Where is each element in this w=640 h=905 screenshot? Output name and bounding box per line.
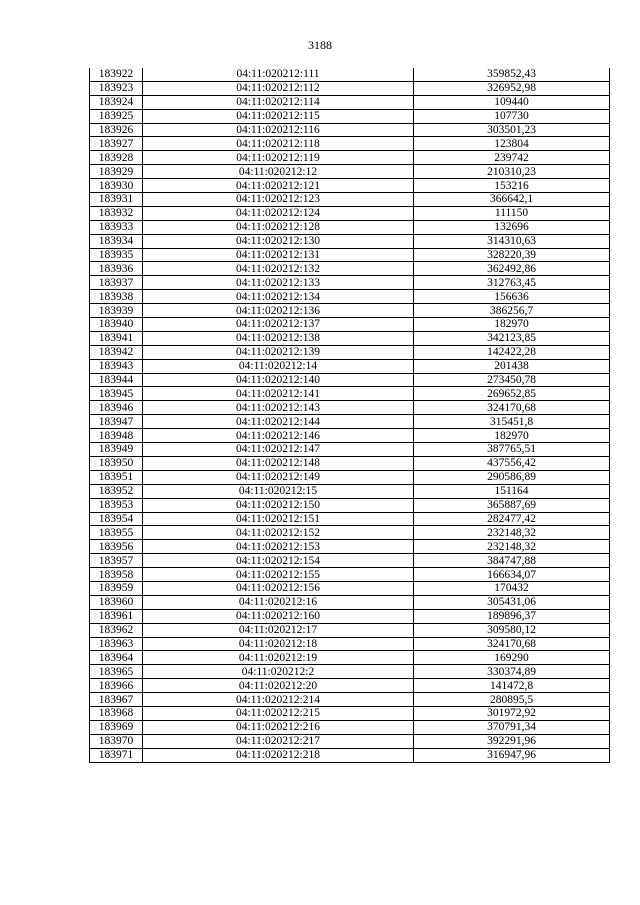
cadastral-value-cell: 384747,88 xyxy=(414,554,610,568)
cadastral-value-table xyxy=(89,68,610,763)
row-number-cell: 183948 xyxy=(90,429,143,443)
table-row xyxy=(90,401,610,415)
row-number-cell: 183939 xyxy=(90,304,143,318)
cadastral-number-cell: 04:11:020212:131 xyxy=(143,248,414,262)
cadastral-value-cell: 123804 xyxy=(414,137,610,151)
cadastral-value-cell: 142422,28 xyxy=(414,345,610,359)
table-row xyxy=(90,318,610,332)
table-row xyxy=(90,470,610,484)
cadastral-number-cell: 04:11:020212:154 xyxy=(143,554,414,568)
cadastral-value-cell: 170432 xyxy=(414,581,610,595)
page-number: 3188 xyxy=(308,38,332,52)
table-row xyxy=(90,637,610,651)
table-row xyxy=(90,123,610,137)
table-row xyxy=(90,554,610,568)
table-row xyxy=(90,68,610,81)
cadastral-number-cell: 04:11:020212:128 xyxy=(143,220,414,234)
row-number-cell: 183928 xyxy=(90,151,143,165)
table-row xyxy=(90,456,610,470)
table-row xyxy=(90,206,610,220)
row-number-cell: 183970 xyxy=(90,734,143,748)
cadastral-value-cell: 315451,8 xyxy=(414,415,610,429)
cadastral-number-cell: 04:11:020212:19 xyxy=(143,651,414,665)
table-row xyxy=(90,748,610,762)
cadastral-value-cell: 305431,06 xyxy=(414,595,610,609)
cadastral-number-cell: 04:11:020212:147 xyxy=(143,443,414,457)
row-number-cell: 183953 xyxy=(90,498,143,512)
cadastral-number-cell: 04:11:020212:140 xyxy=(143,373,414,387)
cadastral-value-cell: 189896,37 xyxy=(414,609,610,623)
row-number-cell: 183950 xyxy=(90,456,143,470)
table-row xyxy=(90,623,610,637)
table-row xyxy=(90,415,610,429)
table-row xyxy=(90,179,610,193)
table-row xyxy=(90,193,610,207)
row-number-cell: 183924 xyxy=(90,95,143,109)
table-row xyxy=(90,665,610,679)
row-number-cell: 183962 xyxy=(90,623,143,637)
row-number-cell: 183927 xyxy=(90,137,143,151)
cadastral-value-cell: 232148,32 xyxy=(414,540,610,554)
row-number-cell: 183929 xyxy=(90,165,143,179)
cadastral-number-cell: 04:11:020212:143 xyxy=(143,401,414,415)
cadastral-value-cell: 314310,63 xyxy=(414,234,610,248)
table-row xyxy=(90,429,610,443)
row-number-cell: 183932 xyxy=(90,206,143,220)
cadastral-number-cell: 04:11:020212:144 xyxy=(143,415,414,429)
cadastral-value-cell: 309580,12 xyxy=(414,623,610,637)
row-number-cell: 183944 xyxy=(90,373,143,387)
table-row xyxy=(90,220,610,234)
table-row xyxy=(90,609,610,623)
row-number-cell: 183959 xyxy=(90,581,143,595)
cadastral-value-cell: 330374,89 xyxy=(414,665,610,679)
cadastral-number-cell: 04:11:020212:18 xyxy=(143,637,414,651)
row-number-cell: 183967 xyxy=(90,693,143,707)
row-number-cell: 183949 xyxy=(90,443,143,457)
table-row xyxy=(90,81,610,95)
table-row xyxy=(90,234,610,248)
cadastral-value-cell: 303501,23 xyxy=(414,123,610,137)
cadastral-value-cell: 156636 xyxy=(414,290,610,304)
cadastral-value-cell: 324170,68 xyxy=(414,401,610,415)
cadastral-value-cell: 201438 xyxy=(414,359,610,373)
cadastral-number-cell: 04:11:020212:139 xyxy=(143,345,414,359)
cadastral-number-cell: 04:11:020212:218 xyxy=(143,748,414,762)
table-row xyxy=(90,345,610,359)
cadastral-number-cell: 04:11:020212:215 xyxy=(143,706,414,720)
cadastral-number-cell: 04:11:020212:16 xyxy=(143,595,414,609)
cadastral-number-cell: 04:11:020212:150 xyxy=(143,498,414,512)
table-row xyxy=(90,706,610,720)
row-number-cell: 183969 xyxy=(90,720,143,734)
table-body xyxy=(90,68,610,762)
cadastral-number-cell: 04:11:020212:217 xyxy=(143,734,414,748)
cadastral-number-cell: 04:11:020212:133 xyxy=(143,276,414,290)
cadastral-value-cell: 392291,96 xyxy=(414,734,610,748)
cadastral-value-cell: 182970 xyxy=(414,429,610,443)
table-row xyxy=(90,484,610,498)
row-number-cell: 183936 xyxy=(90,262,143,276)
row-number-cell: 183966 xyxy=(90,679,143,693)
row-number-cell: 183934 xyxy=(90,234,143,248)
row-number-cell: 183933 xyxy=(90,220,143,234)
cadastral-value-cell: 153216 xyxy=(414,179,610,193)
cadastral-value-cell: 239742 xyxy=(414,151,610,165)
table-row xyxy=(90,373,610,387)
cadastral-number-cell: 04:11:020212:116 xyxy=(143,123,414,137)
cadastral-number-cell: 04:11:020212:115 xyxy=(143,109,414,123)
cadastral-number-cell: 04:11:020212:17 xyxy=(143,623,414,637)
row-number-cell: 183957 xyxy=(90,554,143,568)
row-number-cell: 183941 xyxy=(90,331,143,345)
cadastral-number-cell: 04:11:020212:151 xyxy=(143,512,414,526)
cadastral-number-cell: 04:11:020212:149 xyxy=(143,470,414,484)
row-number-cell: 183931 xyxy=(90,193,143,207)
cadastral-number-cell: 04:11:020212:119 xyxy=(143,151,414,165)
cadastral-value-cell: 437556,42 xyxy=(414,456,610,470)
cadastral-number-cell: 04:11:020212:148 xyxy=(143,456,414,470)
cadastral-number-cell: 04:11:020212:136 xyxy=(143,304,414,318)
table-row xyxy=(90,248,610,262)
cadastral-value-cell: 362492,86 xyxy=(414,262,610,276)
table-row xyxy=(90,651,610,665)
cadastral-number-cell: 04:11:020212:156 xyxy=(143,581,414,595)
cadastral-value-cell: 269652,85 xyxy=(414,387,610,401)
cadastral-number-cell: 04:11:020212:155 xyxy=(143,568,414,582)
row-number-cell: 183940 xyxy=(90,318,143,332)
cadastral-number-cell: 04:11:020212:114 xyxy=(143,95,414,109)
cadastral-number-cell: 04:11:020212:20 xyxy=(143,679,414,693)
cadastral-number-cell: 04:11:020212:121 xyxy=(143,179,414,193)
table-row xyxy=(90,109,610,123)
cadastral-value-cell: 169290 xyxy=(414,651,610,665)
cadastral-number-cell: 04:11:020212:15 xyxy=(143,484,414,498)
table-row xyxy=(90,526,610,540)
cadastral-number-cell: 04:11:020212:152 xyxy=(143,526,414,540)
cadastral-number-cell: 04:11:020212:123 xyxy=(143,193,414,207)
cadastral-number-cell: 04:11:020212:141 xyxy=(143,387,414,401)
row-number-cell: 183938 xyxy=(90,290,143,304)
table-row xyxy=(90,304,610,318)
cadastral-number-cell: 04:11:020212:153 xyxy=(143,540,414,554)
cadastral-value-cell: 280895,5 xyxy=(414,693,610,707)
table-row xyxy=(90,581,610,595)
row-number-cell: 183943 xyxy=(90,359,143,373)
cadastral-value-cell: 132696 xyxy=(414,220,610,234)
cadastral-number-cell: 04:11:020212:132 xyxy=(143,262,414,276)
row-number-cell: 183926 xyxy=(90,123,143,137)
row-number-cell: 183937 xyxy=(90,276,143,290)
cadastral-value-cell: 366642,1 xyxy=(414,193,610,207)
table-row xyxy=(90,137,610,151)
cadastral-value-cell: 182970 xyxy=(414,318,610,332)
cadastral-number-cell: 04:11:020212:160 xyxy=(143,609,414,623)
cadastral-value-cell: 141472,8 xyxy=(414,679,610,693)
cadastral-number-cell: 04:11:020212:146 xyxy=(143,429,414,443)
row-number-cell: 183952 xyxy=(90,484,143,498)
cadastral-number-cell: 04:11:020212:137 xyxy=(143,318,414,332)
cadastral-number-cell: 04:11:020212:138 xyxy=(143,331,414,345)
cadastral-number-cell: 04:11:020212:12 xyxy=(143,165,414,179)
row-number-cell: 183935 xyxy=(90,248,143,262)
cadastral-value-cell: 111150 xyxy=(414,206,610,220)
cadastral-number-cell: 04:11:020212:14 xyxy=(143,359,414,373)
cadastral-value-cell: 365887,69 xyxy=(414,498,610,512)
cadastral-value-cell: 370791,34 xyxy=(414,720,610,734)
table-row xyxy=(90,290,610,304)
row-number-cell: 183971 xyxy=(90,748,143,762)
row-number-cell: 183945 xyxy=(90,387,143,401)
row-number-cell: 183930 xyxy=(90,179,143,193)
table-row xyxy=(90,276,610,290)
cadastral-value-cell: 273450,78 xyxy=(414,373,610,387)
table-row xyxy=(90,540,610,554)
cadastral-value-cell: 210310,23 xyxy=(414,165,610,179)
cadastral-number-cell: 04:11:020212:130 xyxy=(143,234,414,248)
row-number-cell: 183922 xyxy=(90,68,143,81)
cadastral-value-cell: 387765,51 xyxy=(414,443,610,457)
row-number-cell: 183946 xyxy=(90,401,143,415)
table-row xyxy=(90,498,610,512)
row-number-cell: 183956 xyxy=(90,540,143,554)
cadastral-value-cell: 290586,89 xyxy=(414,470,610,484)
cadastral-value-cell: 107730 xyxy=(414,109,610,123)
cadastral-value-cell: 359852,43 xyxy=(414,68,610,81)
row-number-cell: 183942 xyxy=(90,345,143,359)
row-number-cell: 183958 xyxy=(90,568,143,582)
cadastral-value-cell: 282477,42 xyxy=(414,512,610,526)
cadastral-value-cell: 301972,92 xyxy=(414,706,610,720)
cadastral-number-cell: 04:11:020212:214 xyxy=(143,693,414,707)
cadastral-value-cell: 316947,96 xyxy=(414,748,610,762)
cadastral-number-cell: 04:11:020212:134 xyxy=(143,290,414,304)
cadastral-value-cell: 386256,7 xyxy=(414,304,610,318)
table-row xyxy=(90,512,610,526)
table-row xyxy=(90,720,610,734)
cadastral-value-cell: 232148,32 xyxy=(414,526,610,540)
table-row xyxy=(90,165,610,179)
row-number-cell: 183965 xyxy=(90,665,143,679)
table-row xyxy=(90,568,610,582)
cadastral-number-cell: 04:11:020212:124 xyxy=(143,206,414,220)
table-row xyxy=(90,387,610,401)
table-row xyxy=(90,443,610,457)
row-number-cell: 183954 xyxy=(90,512,143,526)
table-row xyxy=(90,693,610,707)
row-number-cell: 183923 xyxy=(90,81,143,95)
row-number-cell: 183964 xyxy=(90,651,143,665)
cadastral-value-cell: 326952,98 xyxy=(414,81,610,95)
row-number-cell: 183960 xyxy=(90,595,143,609)
cadastral-value-cell: 166634,07 xyxy=(414,568,610,582)
cadastral-number-cell: 04:11:020212:216 xyxy=(143,720,414,734)
cadastral-value-cell: 151164 xyxy=(414,484,610,498)
table-row xyxy=(90,331,610,345)
cadastral-value-cell: 109440 xyxy=(414,95,610,109)
table-row xyxy=(90,679,610,693)
cadastral-number-cell: 04:11:020212:2 xyxy=(143,665,414,679)
table-row xyxy=(90,734,610,748)
cadastral-number-cell: 04:11:020212:118 xyxy=(143,137,414,151)
row-number-cell: 183968 xyxy=(90,706,143,720)
row-number-cell: 183947 xyxy=(90,415,143,429)
cadastral-value-cell: 312763,45 xyxy=(414,276,610,290)
table-row xyxy=(90,262,610,276)
cadastral-number-cell: 04:11:020212:111 xyxy=(143,68,414,81)
row-number-cell: 183951 xyxy=(90,470,143,484)
row-number-cell: 183925 xyxy=(90,109,143,123)
cadastral-value-cell: 342123,85 xyxy=(414,331,610,345)
table-row xyxy=(90,95,610,109)
row-number-cell: 183955 xyxy=(90,526,143,540)
cadastral-value-cell: 328220,39 xyxy=(414,248,610,262)
table-row xyxy=(90,359,610,373)
table-row xyxy=(90,151,610,165)
row-number-cell: 183961 xyxy=(90,609,143,623)
cadastral-number-cell: 04:11:020212:112 xyxy=(143,81,414,95)
row-number-cell: 183963 xyxy=(90,637,143,651)
table-row xyxy=(90,595,610,609)
cadastral-value-cell: 324170,68 xyxy=(414,637,610,651)
